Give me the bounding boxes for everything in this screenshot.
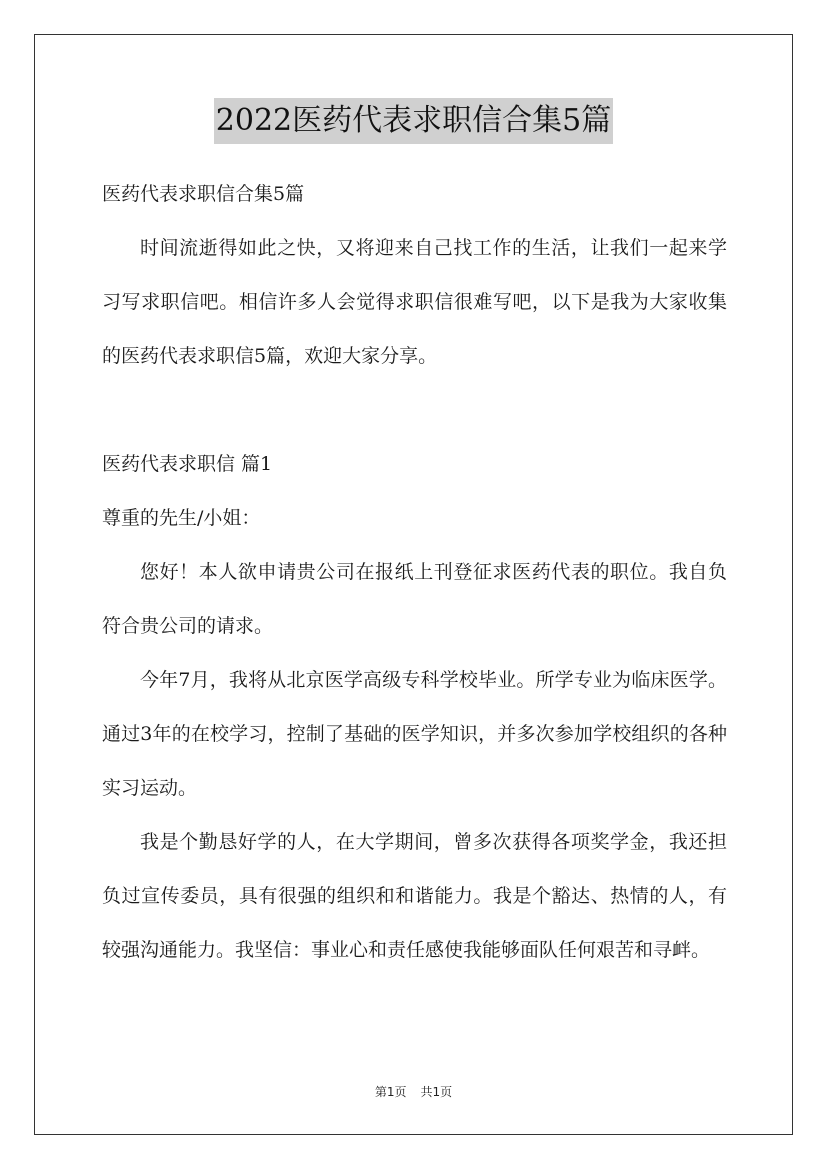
page-number-total: 共1页 — [420, 1085, 453, 1099]
document-title: 2022医药代表求职信合集5篇 — [214, 98, 613, 144]
intro-paragraph: 时间流逝得如此之快，又将迎来自己找工作的生活，让我们一起来学习写求职信吧。相信许多人会觉得求职信很难写吧，以下是我为大家收集的医药代表求职信5篇，欢迎大家分享。 — [102, 237, 727, 367]
document-subtitle: 医药代表求职信合集5篇 — [102, 183, 305, 205]
salutation: 尊重的先生/小姐： — [102, 507, 261, 529]
body-paragraph: 您好！本人欲申请贵公司在报纸上刊登征求医药代表的职位。我自负符合贵公司的请求。 — [102, 561, 727, 637]
page-number-current: 第1页 — [374, 1085, 407, 1099]
body-paragraph: 我是个勤恳好学的人，在大学期间，曾多次获得各项奖学金，我还担负过宣传委员，具有很强的组织和和谐能力。我是个豁达、热情的人，有较强沟通能力。我坚信：事业心和责任感使我能够面队任何艰苦和寻衅。 — [102, 831, 727, 961]
body-paragraph: 今年7月，我将从北京医学高级专科学校毕业。所学专业为临床医学。通过3年的在校学习，控制了基础的医学知识，并多次参加学校组织的各种实习运动。 — [102, 669, 727, 799]
page-footer — [0, 1084, 827, 1100]
section-gap — [102, 383, 727, 437]
title-container — [0, 98, 827, 144]
document-body — [102, 167, 727, 977]
section-heading: 医药代表求职信 篇1 — [102, 453, 273, 475]
